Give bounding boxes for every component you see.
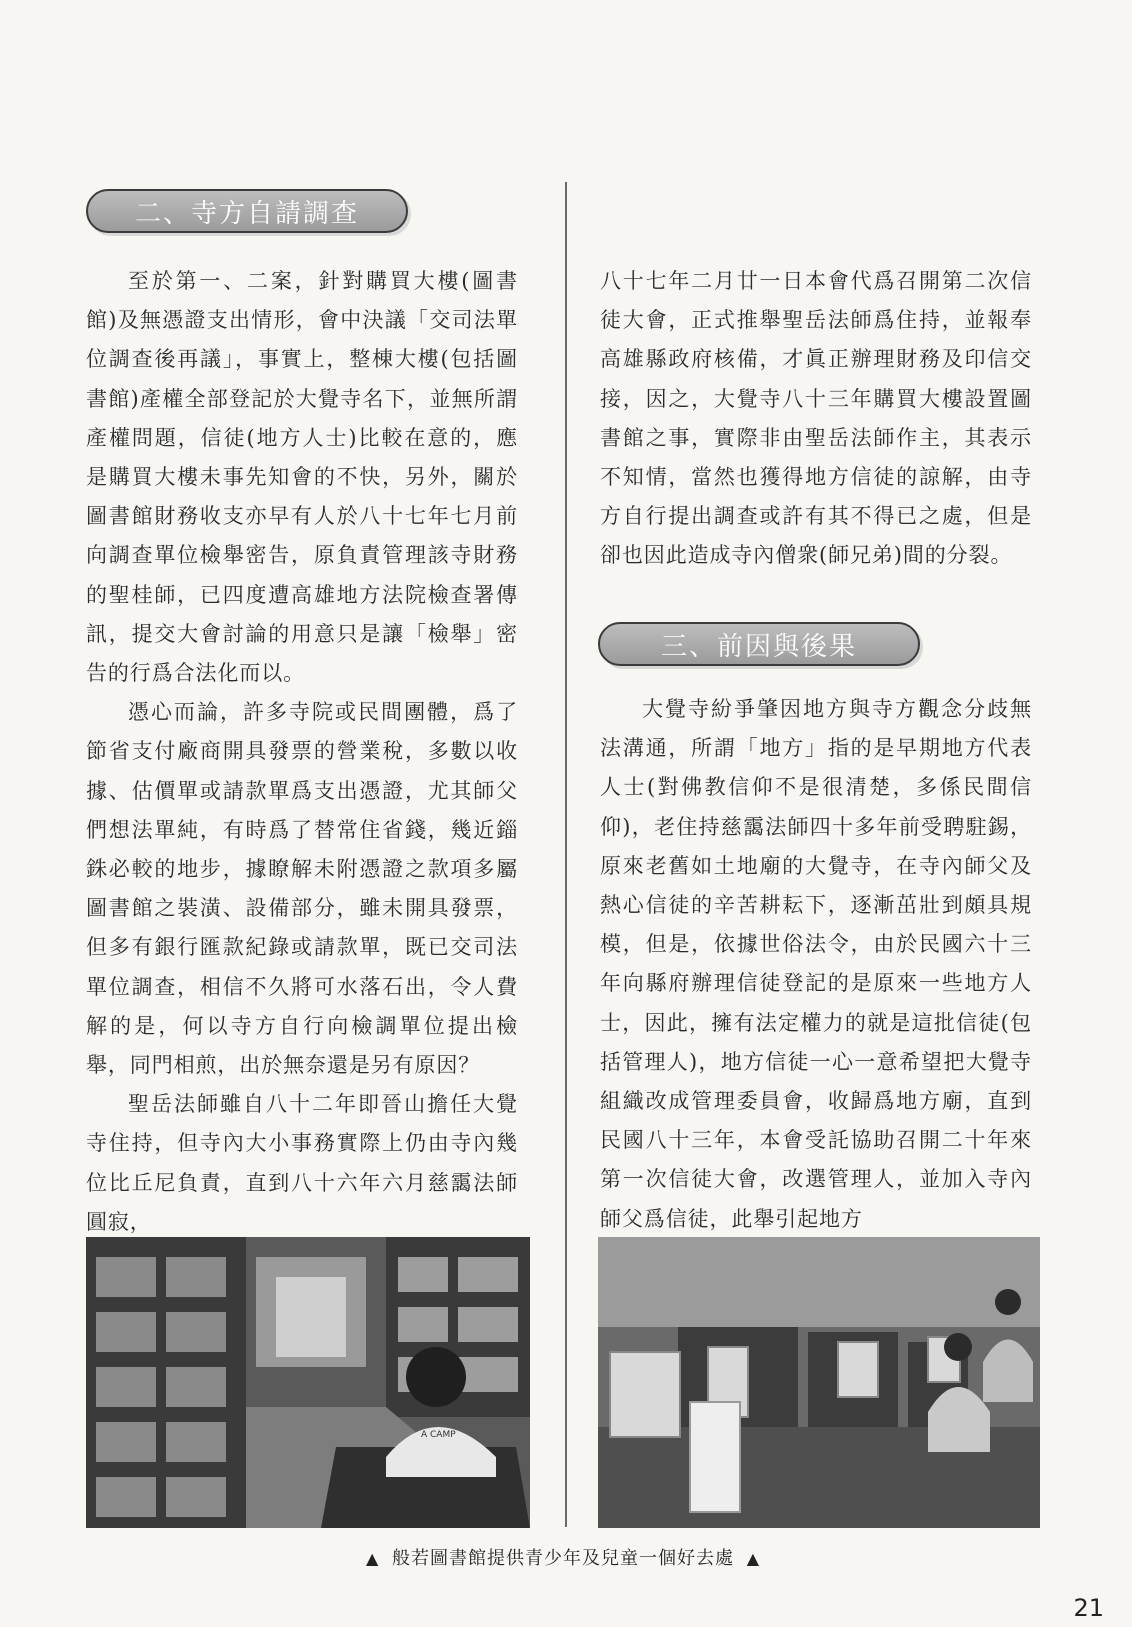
triangle-up-icon: ▲: [746, 1549, 761, 1568]
triangle-up-icon: ▲: [365, 1549, 380, 1568]
page-number: 21: [1073, 1594, 1104, 1622]
paragraph: 憑心而論，許多寺院或民間團體，爲了節省支付廠商開具發票的營業稅，多數以收據、估價單或請款單爲支出憑證，尤其師父們想法單純，有時爲了替常住省錢，幾近錙銖必較的地步，據瞭解未附憑證之款項多屬圖書館之裝潢、設備部分，雖未開具發票，但多有銀行匯款紀錄或請款單，既已交司法單位調查，相信不久將可水落石出，令人費解的是，何以寺方自行向檢調單位提出檢舉，同門相煎，出於無奈還是另有原因？: [86, 700, 518, 1078]
section-heading-3-text: 三、前因與後果: [660, 631, 857, 662]
shirt-text: A CAMP: [421, 1430, 456, 1440]
paragraph: 大覺寺紛爭肇因地方與寺方觀念分歧無法溝通，所謂「地方」指的是早期地方代表人士(對佛教信仰不是很清楚，多係民間信仰)，老住持慈靄法師四十多年前受聘駐錫，原來老舊如土地廟的大覺寺，在寺內師父及熱心信徒的辛苦耕耘下，逐漸茁壯到頗具規模，但是，依據世俗法令，由於民國六十三年向縣府辦理信徒登記的是原來一些地方人士，因此，擁有法定權力的就是這批信徒(包括管理人)，地方信徒一心一意希望把大覺寺組織改成管理委員會，收歸爲地方廟，直到民國八十三年，本會受託協助召開二十年來第一次信徒大會，改選管理人，並加入寺內師父爲信徒，此舉引起地方: [600, 697, 1032, 1231]
left-column: [86, 262, 518, 1242]
photo-caption-text: 般若圖書館提供青少年及兒童一個好去處: [392, 1548, 734, 1569]
library-reading-illustration: [86, 1237, 530, 1528]
column-divider: [565, 182, 567, 1527]
right-column-top: [600, 262, 1032, 576]
right-column-bottom: [600, 690, 1032, 1239]
computer-room-illustration: [598, 1237, 1040, 1528]
paragraph: 八十七年二月廿一日本會代爲召開第二次信徒大會，正式推舉聖岳法師爲住持，並報奉高雄縣政府核備，才眞正辦理財務及印信交接，因之，大覺寺八十三年購買大樓設置圖書館之事，實際非由聖岳法師作主，其表示不知情，當然也獲得地方信徒的諒解，由寺方自行提出調查或許有其不得已之處，但是卻也因此造成寺內僧衆(師兄弟)間的分裂。: [600, 269, 1032, 568]
computer-room-photo: [598, 1237, 1040, 1528]
section-heading-3: [598, 622, 920, 666]
section-heading-2: [86, 189, 408, 233]
photo-caption: [86, 1544, 1040, 1570]
library-reading-photo: [86, 1237, 530, 1528]
paragraph: 聖岳法師雖自八十二年即晉山擔任大覺寺住持，但寺內大小事務實際上仍由寺內幾位比丘尼負責，直到八十六年六月慈靄法師圓寂，: [86, 1092, 518, 1234]
section-heading-2-text: 二、寺方自請調查: [134, 198, 359, 229]
paragraph: 至於第一、二案，針對購買大樓(圖書館)及無憑證支出情形，會中決議「交司法單位調查後再議」，事實上，整棟大樓(包括圖書館)產權全部登記於大覺寺名下，並無所謂產權問題，信徒(地方人士)比較在意的，應是購買大樓未事先知會的不快，另外，關於圖書館財務收支亦早有人於八十七年七月前向調查單位檢舉密告，原負責管理該寺財務的聖桂師，已四度遭高雄地方法院檢查署傳訊，提交大會討論的用意只是讓「檢舉」密告的行爲合法化而以。: [86, 269, 518, 686]
